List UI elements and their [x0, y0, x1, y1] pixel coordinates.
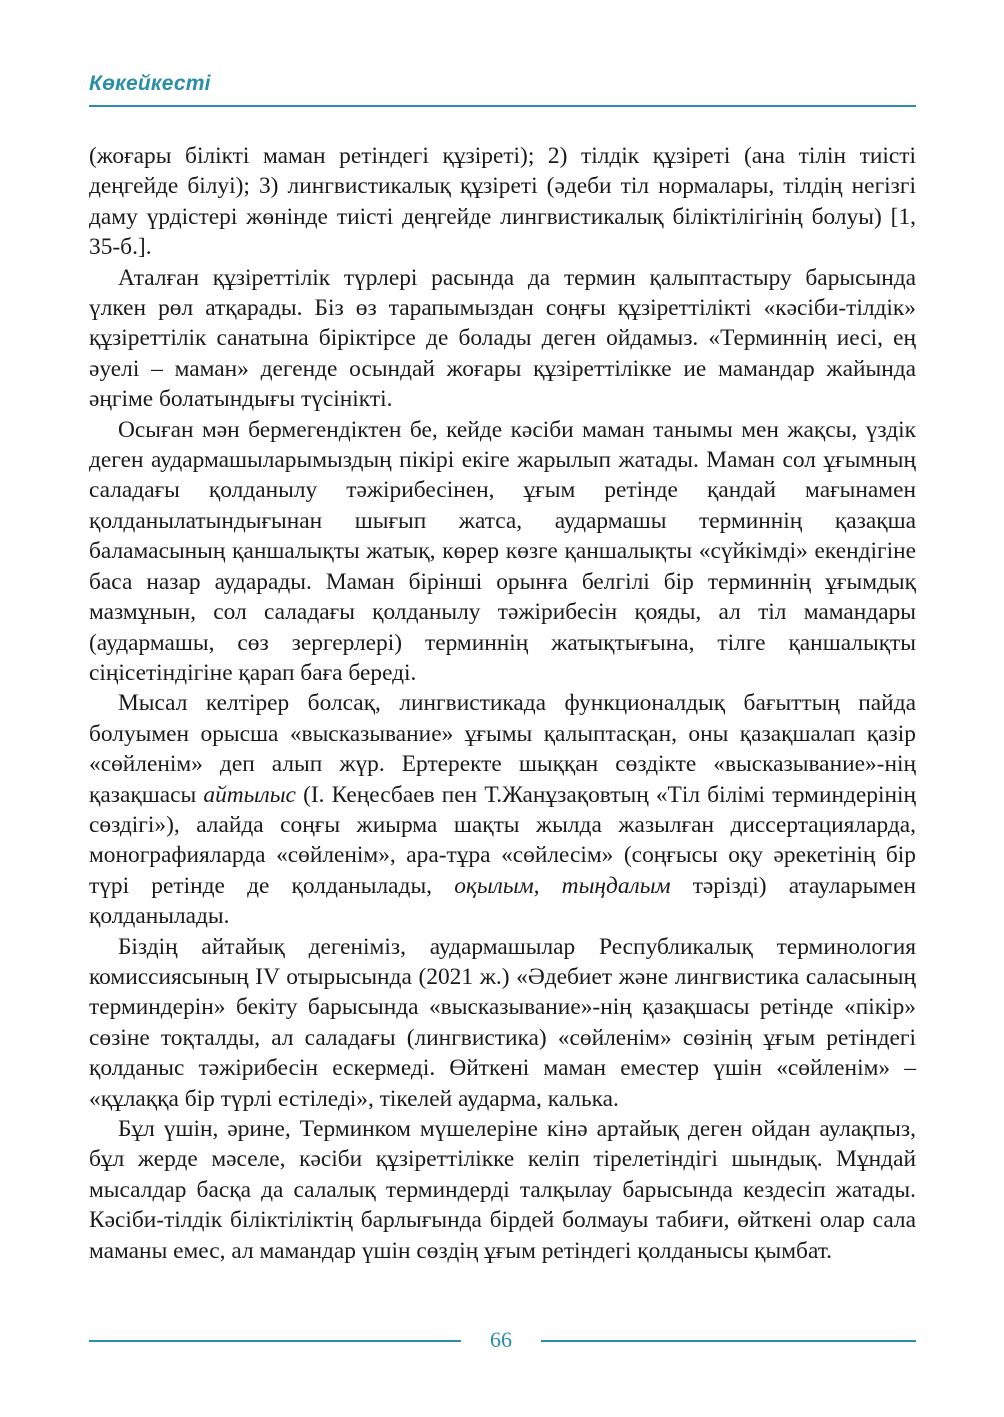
page-number: 66 [490, 1327, 512, 1352]
paragraph-4-text-b: (І. Кеңесбаев пен Т.Жанұзақовтың «Тіл білімі терминдерінің сөздігі»), алайда соңғы жиырма шақты жылда жазылған диссертацияларда, монографияларда «сөйленім», ара-тұра «сөйлесім» (соңғысы оқу әрекетінің бір түрі ретінде де қолданылады, [89, 781, 916, 899]
paragraph-4 [89, 688, 916, 931]
paragraph-1: (жоғары білікті маман ретіндегі құзіреті); 2) тілдік құзіреті (ана тілін тиісті деңгейде білуі); 3) лингвистикалық құзіреті (әдеби тіл нормалары, тілдің негізгі даму үрдістері жөнінде тиісті деңгейде лингвистикалық біліктілігінің болуы) [1, 35-б.]. [89, 143, 916, 261]
header-divider [89, 105, 916, 107]
running-header-title: Көкейкесті [89, 72, 211, 95]
paragraph-2: Аталған құзіреттілік түрлері расында да термин қалыптастыру барысында үлкен рөл атқарады. Біз өз тарапымыздан соңғы құзіреттілікті «кәсіби-тілдік» құзіреттілік санатына біріктірсе де болады деген ойдамыз. «Терминнің иесі, ең әуелі – маман» дегенде осындай жоғары құзіреттілікке ие мамандар жайында әңгіме болатындығы түсінікті. [89, 264, 916, 413]
italic-terms-oqylym-tyndalym: оқылым, тыңдалым [454, 872, 671, 899]
article-body [89, 141, 916, 1266]
footer-divider-right [541, 1340, 916, 1342]
paragraph-3: Осыған мән бермегендіктен бе, кейде кәсіби маман танымы мен жақсы, үздік деген аудармашыларымыздың пікірі екіге жарылып жатады. Маман сол ұғымның саладағы қолданылу тәжірибесінен, ұғым ретінде қандай мағынамен қолданылатындығынан шығып жатса, аудармашы терминнің қазақша баламасының қаншалықты жатық, көрер көзге қаншалықты «сүйкімді» екендігіне баса назар аударады. Маман бірінші орынға белгілі бір терминнің ұғымдық мазмұнын, сол саладағы қолданылу тәжірибесін қояды, ал тіл мамандары (аудармашы, сөз зергерлері) терминнің жатықтығына, тілге қаншалықты сіңісетіндігіне қарап баға береді. [89, 416, 916, 686]
paragraph-6: Бұл үшін, әрине, Терминком мүшелеріне кінә артайық деген ойдан аулақпыз, бұл жерде мәселе, кәсіби құзіреттілікке келіп тірелетіндігі шындық. Мұндай мысалдар басқа да салалық терминдерді талқылау барысында кездесіп жатады. Кәсіби-тілдік біліктіліктің барлығында бірдей болмауы табиғи, өйткені олар сала маманы емес, ал мамандар үшін сөздің ұғым ретіндегі қолданысы қымбат. [89, 1116, 916, 1264]
paragraph-5: Біздің айтайық дегеніміз, аудармашылар Республикалық терминология комиссиясының IV отырысында (2021 ж.) «Әдебиет және лингвистика саласының терминдерін» бекіту барысында «высказывание»-нің қазақшасы ретінде «пікір» сөзіне тоқталды, ал саладағы (лингвистика) «сөйленім» сөзінің ұғым ретіндегі қолданыс тәжірибесін ескермеді. Өйткені маман еместер үшін «сөйленім» – «құлаққа бір түрлі естіледі», тікелей аударма, калька. [89, 933, 916, 1112]
paragraph-4-text-c: тәрізді) атауларымен қолданылады. [89, 872, 916, 930]
italic-term-aitylys: айтылыс [203, 781, 296, 808]
paragraph-4-text-a: Мысал келтірер болсақ, лингвистикада функционалдық бағыттың пайда болуымен орысша «высказывание» ұғымы қалыптасқан, оны қазақшалап қазір «сөйленім» деп алып жүр. Ертеректе шыққан сөздікте «высказывание»-нің қазақшасы [89, 690, 916, 808]
footer-divider-left [89, 1340, 461, 1342]
